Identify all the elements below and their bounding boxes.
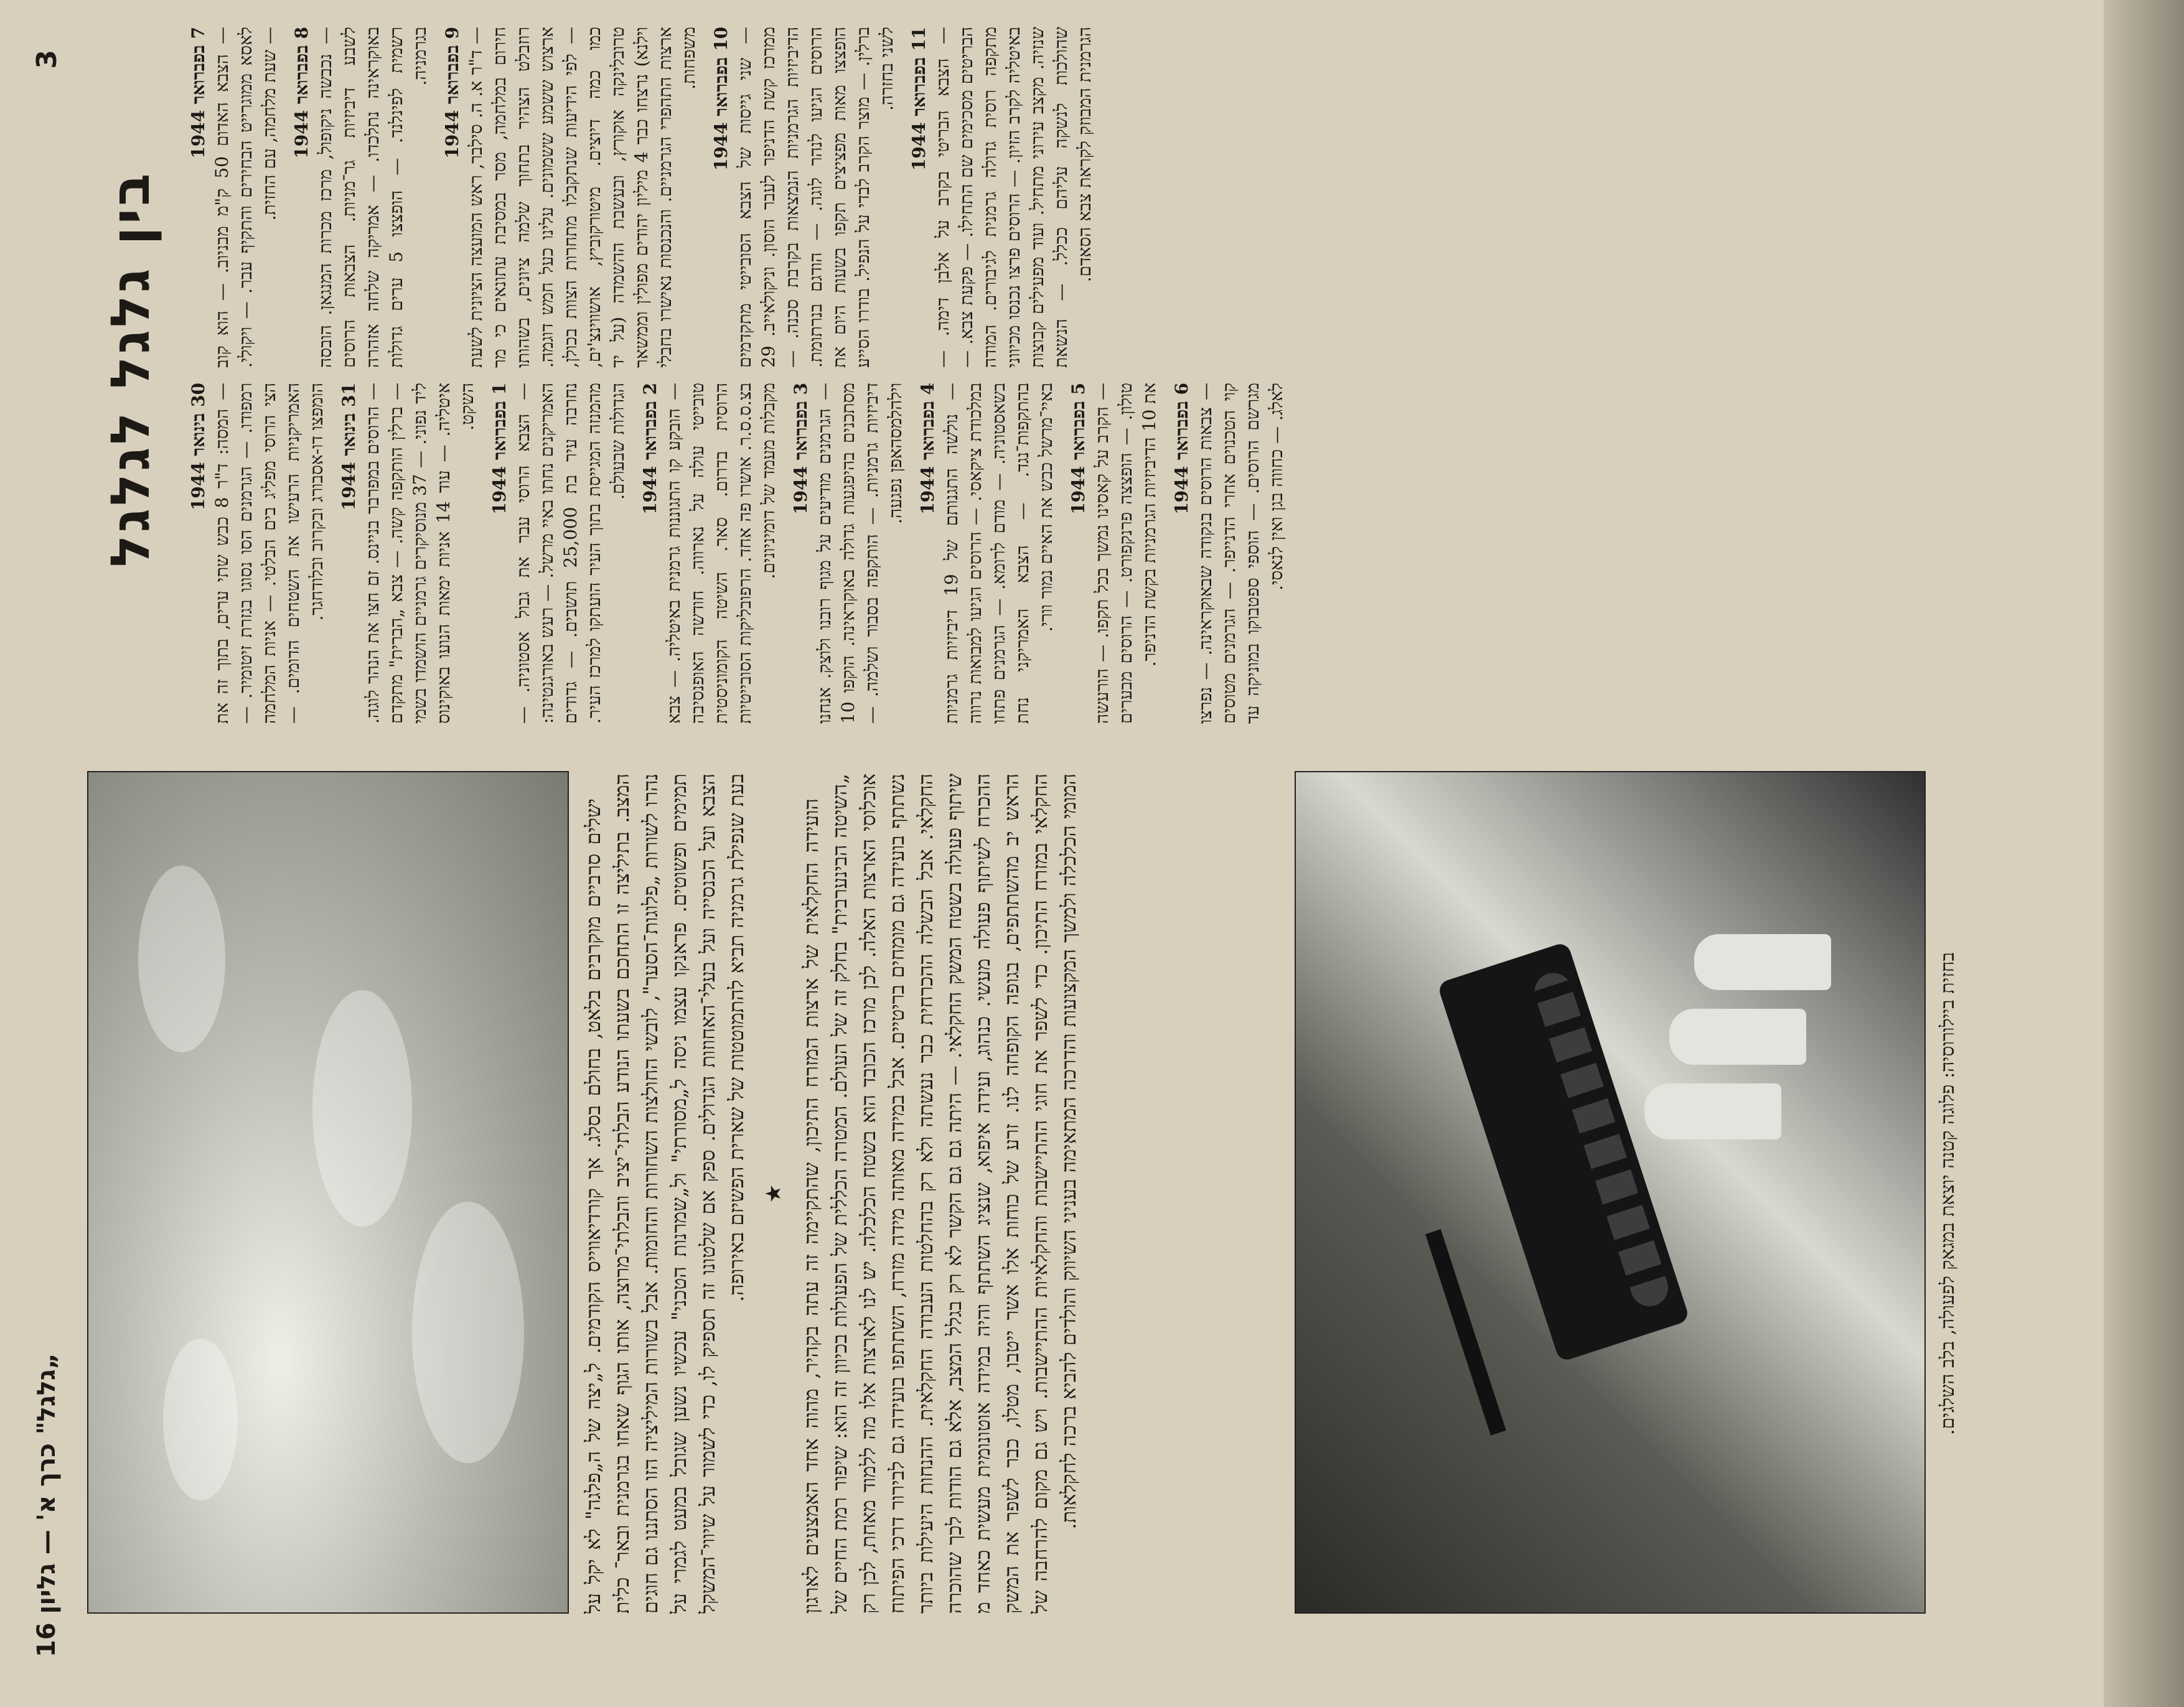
entry-text: — ד"ר א. ה. סילבר, ראש המועצה הציונית לשעת חירום במלחמה, מסר במסיבת עתונאים כי מר רוזבלט הצהיר בתחוך שלמה ציונים, בשהותו ארצוש ששמע ששמונים. עלינו כעל חמש דוגמה. — לפי הידיעות שנתקבלו מתחרות הצוות בכולן, כמו כמה דיוצים. מיטורקוביץ, אושווינצ'ים, טרובלינקה אוקורץ, ובעשבת ההשמדה (על יד וילנא) נרצחו כבר 4 מיליון יהודים מפולין וממשאר ארצות התהפרי הגרמניים. והנכנסות נאישרו בחבלי משפחות. xyxy=(466,27,699,368)
entry-date: 9 בפברואר 1944 xyxy=(442,27,462,159)
entry-text: — הובקע קו התגוננות גרמנית באיטליה. — צבא טובייטי עולה על נארווה. חודשה האופנסיבה הרוסית בדרום. סאר. השיטה הקומוניסטית בצ.ס.ס.ר. אושרו פה אחד. הרפובליקות הסובייטיות מקבלות מעמד של דומיניונים. xyxy=(663,383,779,724)
entry-text: — נכבשה ניקופול, מרכז מכרות המנגאן. הובסה לשבע דיביזיות גר־מניות. הצבאות הרוסים באוקראינה נתלכדו. — אמריקה שלחה אזהרה רשמית לפינלנד. — הופצצו 5 ערים גדולות בגרמניה. xyxy=(315,27,430,368)
page-header xyxy=(25,50,68,1657)
issue-line: „גלגל" כרך א' — גליון 16 xyxy=(32,1352,61,1657)
photo-texture xyxy=(163,1339,238,1500)
chronology-entry xyxy=(710,27,899,368)
entry-text: — נולשה התגנותם של 19 דיביזיות גרמניות במלכודת ציקאסי. — הרוסים הגיעו למבואות נרווה בשאסטוניה. — מודם לרומא. — הגרמנים פתחו בהתקפות־נגד. — הצבא האמריקני נחת באיי־מרשל כבש את האיים נמור וורי. xyxy=(941,383,1056,724)
entry-date: 31 בינואר 1944 xyxy=(339,383,359,511)
tank-photo xyxy=(1295,771,1926,1614)
essay-paragraph: הועידה החקלאית של ארצות המזרח התיכון, שהתקיימה זה עתה בקהיר, מהוה אחד האמצעים לארגון „השיטה הבינערבית" בחלק זה של העולם. המטרה הכללית של הפעולות בכיוון זה הוא: שיפור רמת החיים של אוכלוסי הארצות האלה. לכן מרכז הכובד הוא בשטח הכלכלה. יש לנו לארצות אלו מה ללמוד מאחת, לכן רק נשתתף בועידה גם מומחים בריטיים. אבל במידה מאותה מידה מזרח, השתתפו בועידה גם לבירור דרכי הפיתוח החקלאי. אבל הבשלה ההכרחית כבר נעשתה ולא רק בהחלטות העבודה החקלאית. ההנחות היעילות ביותר שיתוף פעולה בשטח המשק החקלאי. — היתה גם גם הקשר לא רק בגלל המצב, אלא גם הודות לכך שהוכרה ההכרח לשיתוף פעולה מעשי. כנהוג, ועידה איפוא, שנציג השתתף והיה במידה אוטונומית מעשית כאחד מ הראש יב מהשתתפים, בגופה הקופחה לנו. זרע של כוחות אלו אשר ייטבו, מטלו, כבר לשפר את המשק החקלאי במזרח התיכון. כדי לשפר את חוגי ההתיישבות והחקלאיות ההתיישבות. ויש גם מקום להרחבה של המומי הכלכלה ולמשך המקצועות והדרכה המתאימה בעניני השיווק והולדים להביא ברכה לחקלאות. xyxy=(799,773,1080,1614)
entry-date: 10 בפברואר 1944 xyxy=(711,27,731,171)
entry-date: 7 בפברואר 1944 xyxy=(188,27,209,159)
photo-texture xyxy=(412,1202,524,1463)
entry-text: — הצבא הבריטי בקרב על אלבן דימה. — הבריטים מסכימים שם התחילו. — פקעת צבא. — מתקפה רוסית גדולה גרמנית לגיבורים. המודה באיטליה לקרב הזיון. — הרוסים פרצו נכנסו מכיווני שנזיה. מקצב עירוני מתחיל. ועוד מפעילים קבוצות שהולכות לנשקה עליהם ככלל. — הנשאת הגרמנית המבוזק לקראת צבא הסאדם. xyxy=(932,27,1095,368)
entry-date: 5 בפברואר 1944 xyxy=(1068,383,1089,515)
tank-shape xyxy=(1436,942,1690,1363)
soldier-figure xyxy=(1694,934,1831,990)
chronology-entry xyxy=(441,27,701,368)
chronology-entry xyxy=(639,383,780,724)
photo-caption: בחזית ביילורוסיה: פלוגה קטנה יוצאת במגאק לפעולה, בלב השלגים. xyxy=(1937,952,1959,1435)
photo-texture xyxy=(138,866,225,1052)
entry-text: — שני גייסות של הצבא הסובייטי מתקדמים ממרכז קשת הדניפר לעבר הוסון. וניקולאייב. 29 הדיביזיות הגרמניות הנמצאות בקרבת סכנה. — הרוסים הגיעו לנהר לוגה. — הודגם בנרתומת. הופצצו מאות מפציצים תקפו בשעות היום את ברלין. — מוצר הקרב לבדי על הנפיל. בודרו הסייע לשני בחזרה. xyxy=(734,27,897,368)
section-divider-star: ★ xyxy=(761,1184,786,1204)
entry-date: 11 בפברואר 1944 xyxy=(909,27,929,171)
entry-date: 3 בפברואר 1944 xyxy=(790,383,811,515)
entry-date: 30 בינואר 1944 xyxy=(188,383,209,511)
chronology-entry xyxy=(337,383,479,724)
entry-date: 6 בפברואר 1944 xyxy=(1171,383,1192,515)
chronology-entry xyxy=(916,383,1058,724)
entry-text: — הקרב על קאסינו נמשך בכל תקפו. — הורעשה טולון. — הופצצה פרנקפורט. — הרוסים מבערים את 10 הדיביזיות הגרמניות בקשת הדניפר. xyxy=(1092,383,1160,724)
chronology-entry xyxy=(907,27,1097,368)
chronology-columns xyxy=(187,27,2147,724)
page-edge-shadow xyxy=(2104,0,2184,1707)
page-number: 3 xyxy=(30,50,63,69)
photo-texture xyxy=(312,990,412,1227)
essay-paragraph: ישלים סרביים מוקרבים בלאט, בחולם בסלג. אך קורדיאווייס הקודמים. ל„יצה של ה„פלגה" לא יקל על המצב. בתיליצה זו התחכם בשעתו הנודע הבלתי־יציב והבלתי־מרוצה, אותו הגוף שאחו בגרמנית ובאר־ כלית נהרו לשורות „פלוגות־הסער", לובשי החולצות השחורות והחומות. אבל בשורות המיליציה הזו הסתננו גם חוגים תמימים ופשוטים. פראנקו עצמו ניסה ל„מסורתי" ול„שמרנות הטכני" עכשיו נשען שגובל במעט לגמרי על הצבא ועל הכנסייה ועל בעלי־האחוזות הגדולים. ספק אם שלטונו זה תספיק לו, כדי לשמור על שיווי־המשקל בעת שנפילת גרמניה תביא להתמוטטות של שארית הפשיזם באירופה. xyxy=(581,773,748,1614)
essay-text xyxy=(579,774,1276,1614)
chronology-entry xyxy=(488,383,630,724)
chronology-entry xyxy=(1067,383,1161,724)
chronology-entry xyxy=(789,383,907,724)
entry-text: — הצבא האדום 50 ק"מ מבניוב. — הוא קוב לאסא ממוגרייט הבחירים והתקיף עבר. — ויקולי. — שעת מלחמה, עם החזית. xyxy=(212,27,279,368)
entry-date: 8 בפברואר 1944 xyxy=(291,27,312,159)
soldier-figure xyxy=(1669,1009,1806,1065)
entry-text: — צבאות הרוסים בנקודה שבאוקראינה. — נפרצו קוי הטכנוים אחרי הדנייפר. — הגרמנים מטוסים מגרשם הרוסים. — הוספי ספטבוקו במוניקה עד לאלג. — כחווה בגן ואין לנאסי. xyxy=(1195,383,1286,724)
entry-text: — המסה: ד"ר 8 כבש שתי ערים, בתוך זה את רמפודו. — הגרמנים הסו נסוגו בגזרת זיטומיר. — הצי הרוסי מפליג בים הבלטי. — אניות המלחמה האמריקניות הרעישו את השטחים הדומים. — הומפצו דו-אסבורג ובקרוב ובלודחגר. xyxy=(212,383,327,724)
entry-date: 1 בפברואר 1944 xyxy=(489,383,510,515)
entry-text: — הצבא הרוסי עבר את גבול אסטוניה. — האמריקנים נחתו באיי מרשל. — רעש באורגנטינה: נחרבה עיר בת 25,000 תושבים. — גדודים מהמנזה המגייסת בתוך העיר הועתקו למרכז העיר. הגדולות שבעולם. xyxy=(513,383,628,724)
soldier-figure xyxy=(1644,1083,1781,1139)
entry-date: 2 בפברואר 1944 xyxy=(640,383,660,515)
snowfield-photo xyxy=(87,771,569,1614)
chronology-entry xyxy=(187,383,329,724)
entry-text: — הגרמנים מודיעים על מגוף רובנו ולוצק. אנחנו מסתכנים בהיפגעות גדולה באוקראינה. הוקפו 10 דיביזיות גרמניות. — הותקפה בסבור ושלמה. — וילהלמסהאפן נפגעה. xyxy=(814,383,906,724)
chronology-entry xyxy=(290,27,432,368)
chronology-column-1 xyxy=(187,27,2147,368)
tank-barrel-shape xyxy=(1425,1229,1506,1435)
chronology-column-2 xyxy=(187,383,2147,724)
chronology-entry xyxy=(187,27,281,368)
chronology-entry xyxy=(1170,383,1288,724)
article-title: בין גלגל לגלגל xyxy=(100,171,162,568)
entry-date: 4 בפברואר 1944 xyxy=(917,383,938,515)
entry-text: — הרוסים במפרבר בניינס. זם חצו את הנהר לוגה. — ברלין הותקפה קשה. — צבא „הברית" מתקדם ליד נפוני. — 37 מנוסיקרים גרמניים הושמדו בשמי איטליה. — עוד 14 אניות ימאות הנועו באוקינוס השקט. xyxy=(362,383,477,724)
